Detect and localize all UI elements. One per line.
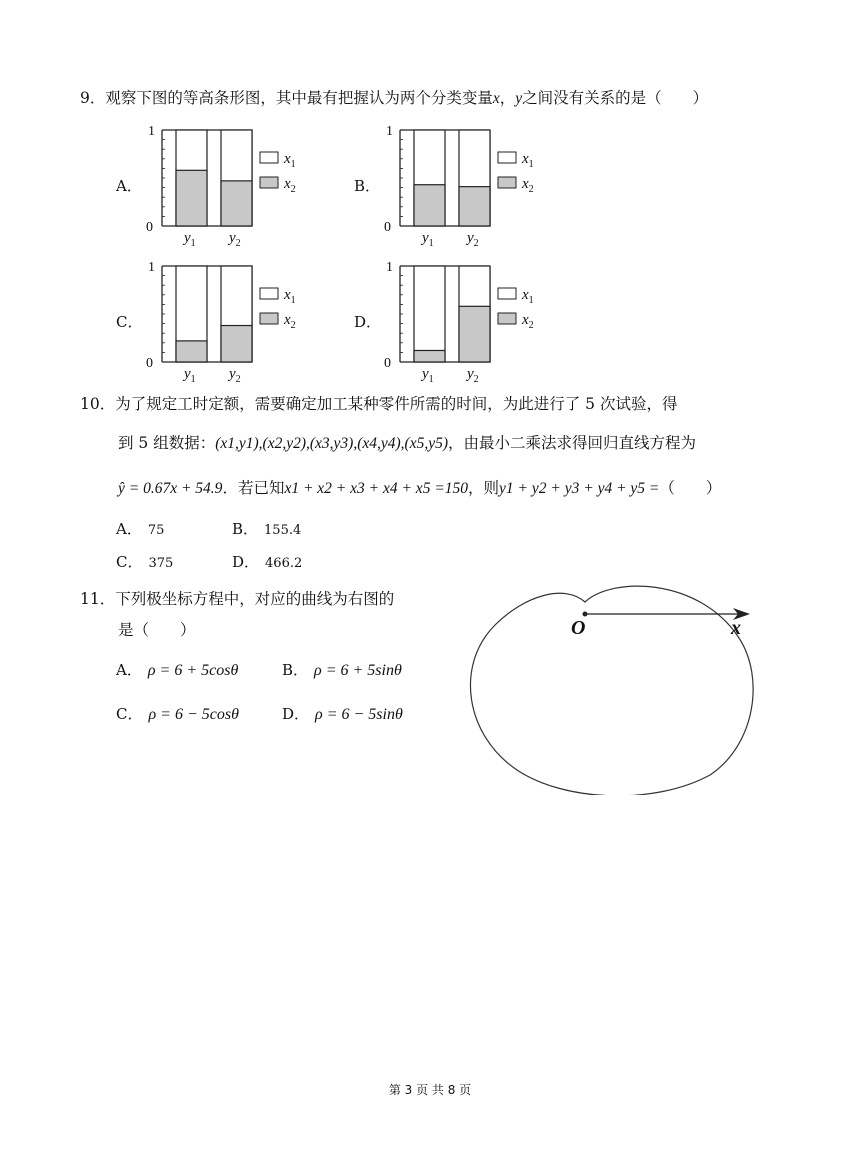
category-label-y2: $y_2$ — [229, 366, 241, 385]
q9-option-d-label: D． — [354, 313, 382, 331]
bar-x2-2 — [459, 187, 490, 226]
bar-x2-2 — [221, 181, 252, 226]
bar-x2-2 — [221, 326, 252, 362]
q10-line2: 到 5 组数据：(x1,y1),(x2,y2),(x3,y3),(x4,y4),(x5,y5)，由最小二乘法求得回归直线方程为 — [118, 434, 697, 452]
q9-charts — [0, 0, 860, 390]
q10-regression: ŷ = 0.67x + 54.9 — [118, 480, 223, 497]
origin-dot — [583, 612, 588, 617]
legend-label-x1: $x_1$ — [284, 287, 296, 306]
q9-chart-b — [384, 124, 534, 249]
axis-label-top: 1 — [148, 260, 155, 275]
q10-line3: ŷ = 0.67x + 54.9．若已知x1 + x2 + x3 + x4 + x5 =150，则y1 + y2 + y3 + y4 + y5 =（ ） — [118, 479, 722, 497]
legend-label-x2: $x_2$ — [284, 312, 296, 331]
legend-swatch-x1 — [260, 152, 278, 163]
category-label-y1: $y_1$ — [184, 230, 196, 249]
q10-option-c: C． 375 — [116, 553, 174, 571]
category-label-y1: $y_1$ — [422, 230, 434, 249]
q10-option-a: A． 75 — [116, 520, 165, 538]
q9-chart-a — [146, 124, 296, 249]
x-axis-label: x — [731, 617, 741, 639]
axis-label-bottom: 0 — [384, 356, 391, 371]
origin-label: O — [571, 617, 586, 639]
category-label-y2: $y_2$ — [229, 230, 241, 249]
bar-x2-2 — [459, 306, 490, 362]
q11-line2: 是（ ） — [118, 621, 196, 639]
cardioid-curve — [470, 586, 753, 795]
category-label-y2: $y_2$ — [467, 230, 479, 249]
legend-swatch-x1 — [260, 288, 278, 299]
legend-swatch-x1 — [498, 288, 516, 299]
q9-stem: 9．观察下图的等高条形图，其中最有把握认为两个分类变量x，y之间没有关系的是（ ） — [80, 89, 709, 107]
q9-option-a-label: A． — [116, 177, 142, 195]
q9-chart-d — [384, 260, 534, 385]
legend-label-x2: $x_2$ — [522, 176, 534, 195]
legend-label-x1: $x_1$ — [284, 151, 296, 170]
q11-option-d: D． ρ = 6 − 5sinθ — [282, 705, 403, 723]
axis-label-top: 1 — [148, 124, 155, 139]
axis-label-bottom: 0 — [146, 356, 153, 371]
bar-x2-1 — [176, 170, 207, 226]
q10-option-b: B． 155.4 — [232, 520, 302, 538]
legend-swatch-x1 — [498, 152, 516, 163]
q10-sum-x: x1 + x2 + x3 + x4 + x5 =150 — [284, 480, 469, 497]
category-label-y2: $y_2$ — [467, 366, 479, 385]
q11-polar-figure — [455, 580, 775, 795]
q9-option-b-label: B． — [354, 177, 381, 195]
legend-label-x1: $x_1$ — [522, 151, 534, 170]
q11-option-c: C． ρ = 6 − 5cosθ — [116, 705, 239, 723]
q11-option-b: B． ρ = 6 + 5sinθ — [282, 661, 402, 679]
legend-swatch-x2 — [498, 177, 516, 188]
legend-label-x2: $x_2$ — [522, 312, 534, 331]
bar-x2-1 — [414, 185, 445, 226]
legend-label-x2: $x_2$ — [284, 176, 296, 195]
q10-sum-y: y1 + y2 + y3 + y4 + y5 = — [499, 480, 660, 497]
category-label-y1: $y_1$ — [184, 366, 196, 385]
legend-swatch-x2 — [260, 313, 278, 324]
bar-x2-1 — [414, 350, 445, 362]
axis-label-top: 1 — [386, 124, 393, 139]
q9-option-c-label: C． — [116, 313, 143, 331]
q9-chart-c — [146, 260, 296, 385]
page-footer: 第 3 页 共 8 页 — [388, 1083, 472, 1097]
bar-x1-1 — [414, 266, 445, 362]
q10-line1: 10．为了规定工时定额，需要确定加工某种零件所需的时间，为此进行了 5 次试验，得 — [80, 395, 678, 413]
axis-label-bottom: 0 — [384, 220, 391, 235]
axis-label-top: 1 — [386, 260, 393, 275]
q10-option-d: D． 466.2 — [232, 553, 303, 571]
legend-swatch-x2 — [498, 313, 516, 324]
q11-option-a: A． ρ = 6 + 5cosθ — [116, 661, 239, 679]
category-label-y1: $y_1$ — [422, 366, 434, 385]
bar-x2-1 — [176, 341, 207, 362]
legend-label-x1: $x_1$ — [522, 287, 534, 306]
legend-swatch-x2 — [260, 177, 278, 188]
q10-data-points: (x1,y1),(x2,y2),(x3,y3),(x4,y4),(x5,y5) — [215, 435, 449, 452]
q11-line1: 11．下列极坐标方程中，对应的曲线为右图的 — [80, 590, 395, 608]
axis-label-bottom: 0 — [146, 220, 153, 235]
